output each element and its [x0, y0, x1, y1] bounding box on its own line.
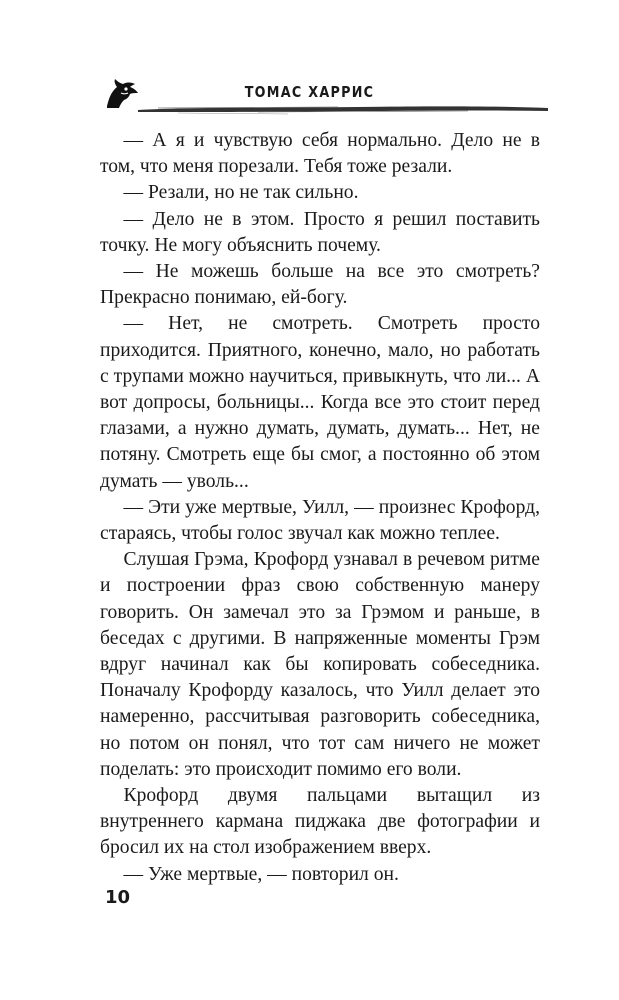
paragraph: — Нет, не смотреть. Смотреть просто приходится. Приятного, конечно, мало, но работать с трупами можно научиться, привыкнуть, что ли... А вот допросы, больницы... Когда все это стоит перед глазами, а нужно думать, думать, думать... Нет, не потяну. Смотреть еще бы смог, а постоянно об этом думать — уволь... [100, 313, 540, 492]
paragraph: Слушая Грэма, Крофорд узнавал в речевом ритме и построении фраз свою собственную манеру говорить. Он замечал это за Грэмом и раньше, в беседах с другими. В напряженные моменты Грэм вдруг начинал как бы копировать собеседника. Поначалу Крофорду казалось, что Уилл делает это намеренно, рассчитывая разговорить собеседника, но потом он понял, что тот сам ничего не может поделать: это происходит помимо его воли. [100, 549, 540, 780]
brush-stroke-divider [138, 100, 548, 118]
paragraph: — Уже мертвые, — повторил он. [123, 863, 399, 885]
paragraph: — Дело не в этом. Просто я решил поставить точку. Не могу объяснить почему. [100, 208, 540, 256]
paragraph: — Эти уже мертвые, Уилл, — произнес Крофорд, стараясь, чтобы голос звучал как можно теплее. [100, 496, 540, 545]
body-text [100, 128, 540, 888]
paragraph: — А я и чувствую себя нормально. Дело не в том, что меня порезали. Тебя тоже резали. [100, 130, 540, 178]
page-number: 10 [105, 887, 131, 908]
paragraph: Крофорд двумя пальцами вытащил из внутреннего кармана пиджака две фотографии и бросил их на стол изображением вверх. [100, 785, 540, 859]
author-name: ТОМАС ХАРРИС [244, 83, 375, 101]
paragraph: — Резали, но не так сильно. [123, 182, 359, 204]
paragraph: — Не можешь больше на все это смотреть? Прекрасно понимаю, ей-богу. [100, 261, 540, 309]
running-header [0, 0, 619, 120]
